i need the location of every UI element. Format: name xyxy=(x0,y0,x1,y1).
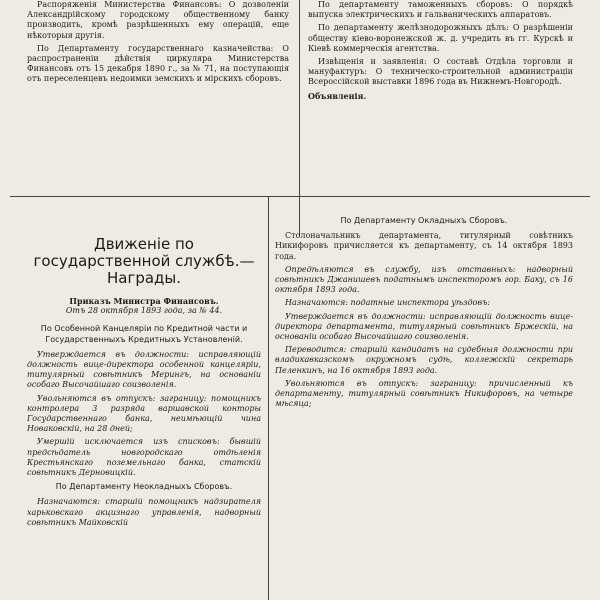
customs-paragraph: По департаменту таможенныхъ сборовъ: О порядкѣ выпуска электрическихъ и гальваническихъ аппаратовъ. xyxy=(308,0,573,20)
article-title: Движеніе по государственной службѣ.—Награды. xyxy=(33,236,255,287)
railways-paragraph: По департаменту желѣзнодорожныхъ дѣлъ: О разрѣшеніи обществу кіево-воронежской ж. д. учредить въ гг. Курскѣ и Кіевѣ коммерческія агентства. xyxy=(308,23,573,53)
top-right-column xyxy=(308,0,573,185)
top-left-column xyxy=(27,0,289,185)
direct-taxes-heading: По Департаменту Окладныхъ Сборовъ. xyxy=(340,216,508,225)
right-column xyxy=(275,212,573,600)
treasury-paragraph: По Департаменту государственнаго казначейства: О распространеніи дѣйствія циркуляра Министерства Финансовъ отъ 15 декабря 1890 г., за № 71, на поступающія отъ переселенцевъ недоимки земскихъ и мірскихъ сборовъ. xyxy=(27,43,289,84)
chancery-confirmed: Утверждается въ должности: исправляющій должность вице-директора особенной канцеляріи, титулярный совѣтникъ Мерингъ, на основаніи особаго Высочайшаго соизволенія. xyxy=(27,349,261,390)
chancery-leave: Увольняются въ отпускъ: заграницу: помощникъ контролера 3 разряда варшавской конторы Государственнаго банка, неимѣющій чина Новаковскій, на 28 дней; xyxy=(27,393,261,434)
column-divider-bottom xyxy=(268,196,269,600)
announcements-heading: Объявленія. xyxy=(308,90,367,101)
excise-appointed: Назначаются: старшій помощникъ надзирателя харьковскаго акцизнаго управленія, надворный совѣтникъ Майковскій xyxy=(27,497,261,527)
ministry-orders-paragraph: Распоряженія Министерства Финансовъ: О дозволеніи Александрійскому городскому общественному банку производить, кромѣ разрѣшенныхъ ему операцій, еще нѣкоторыя другія. xyxy=(27,0,289,40)
column-divider-top xyxy=(299,0,300,236)
order-date: Отъ 28 октября 1893 года, за № 44. xyxy=(65,306,223,316)
direct-leave: Увольняются въ отпускъ: заграницу: причисленный къ департаменту, титулярный совѣтникъ Никифоровъ, на четыре мѣсяца; xyxy=(275,378,573,409)
direct-retired: Опредѣляются въ службу, изъ отставныхъ: надворный совѣтникъ Джанишевъ податнымъ инспекторомъ гор. Баку, съ 16 октября 1893 года. xyxy=(275,264,573,295)
chancery-heading: По Особенной Канцеляріи по Кредитной части и Государственныхъ Кредитныхъ Установленій. xyxy=(40,324,248,344)
direct-appointed: Назначаются: податные инспектора уѣздовъ: xyxy=(285,298,491,308)
article-column xyxy=(27,236,261,600)
chancery-excluded: Умершій исключается изъ списковъ: бывшій предсѣдатель новгородскаго отдѣленія Крестьянскаго поземельнаго банка, статскій совѣтникъ Дерновицкій. xyxy=(27,437,261,478)
direct-confirmed: Утверждается въ должности: исправляющій должность вице-директора департамента, титулярный совѣтникъ Бржескій, на основаніи особаго Высочайшаго соизволенія. xyxy=(275,311,573,342)
notices-paragraph: Извѣщенія и заявленія: О составѣ Отдѣла торговли и мануфактуръ: О техническо-строительной администраціи Всероссійской выставки 1896 года въ Нижнемъ-Новгородѣ. xyxy=(308,57,573,87)
section-divider xyxy=(10,196,590,197)
order-heading: Приказъ Министра Финансовъ. xyxy=(69,296,219,306)
excise-heading: По Департаменту Неокладныхъ Сборовъ. xyxy=(55,482,233,492)
direct-transferred: Переводится: старшій кандидатъ на судебныя должности при владикавказскомъ окружномъ судѣ, коллежскій секретарь Пеленкинъ, на 16 октября 1893 года. xyxy=(275,345,573,375)
direct-clerk: Столоначальникъ департамента, титулярный совѣтникъ Никифоровъ причисляется къ департаменту, съ 14 октября 1893 года. xyxy=(275,231,573,261)
